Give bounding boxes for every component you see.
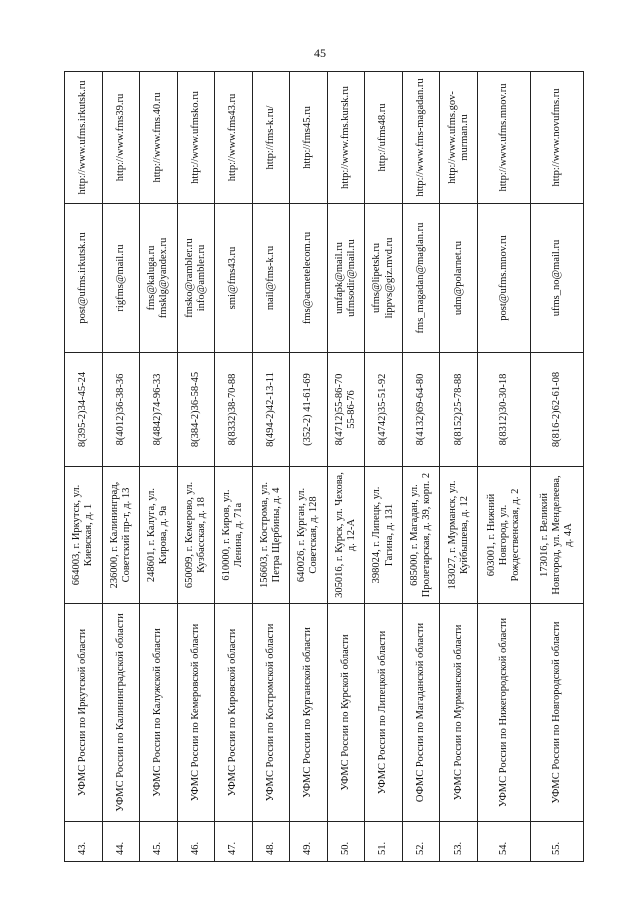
table-row [102,72,140,862]
rotated-table-frame [64,72,584,862]
office-phone: 8(816-2)62-61-08 [530,353,583,467]
office-address: 156603, г. Кострома, ул. Петра Щербины, д. 4 [252,467,290,604]
office-phone: 8(4012)36-38-36 [102,353,140,467]
row-number: 50. [327,822,365,862]
office-website: http://fms-k.ru/ [252,72,290,204]
office-email: ufms_no@mail.ru [530,204,583,353]
office-name: УФМС России по Кемеровской области [177,604,215,822]
table-row [252,72,290,862]
office-address: 248601, г. Калуга, ул. Кирова, д. 9а [140,467,178,604]
office-name: УФМС России по Костромской области [252,604,290,822]
table-row [477,72,530,862]
office-website: http://www.ufmsko.ru [177,72,215,204]
office-website: http://www.fms39.ru [102,72,140,204]
office-website: http://www.ufms.mnov.ru [477,72,530,204]
office-address: 305016, г. Курск, ул. Чехова, д. 12-А [327,467,365,604]
table-row [327,72,365,862]
office-name: УФМС России по Нижегородской области [477,604,530,822]
office-phone: 8(8152)25-78-88 [440,353,478,467]
office-email: smi@fms43.ru [215,204,253,353]
office-phone: 8(494-2)42-13-11 [252,353,290,467]
offices-table-container [64,72,584,862]
office-website: http://www.ufms.irkutsk.ru [65,72,103,204]
table-row [530,72,583,862]
table-row [440,72,478,862]
office-website: http://www.fms.40.ru [140,72,178,204]
office-name: УФМС России по Калужской области [140,604,178,822]
table-row [65,72,103,862]
office-name: УФМС России по Новгородской области [530,604,583,822]
row-number: 43. [65,822,103,862]
row-number: 47. [215,822,253,862]
office-phone: 8(4712)55-86-70 55-86-76 [327,353,365,467]
row-number: 48. [252,822,290,862]
office-email: fms@kaluga.ru fmsklg@yandex.ru [140,204,178,353]
offices-table [64,71,584,862]
table-body [65,72,584,862]
office-name: УФМС России по Калининградской области [102,604,140,822]
office-address: 173016, г. Великий Новгород, ул. Менделеева, д. 4А [530,467,583,604]
office-address: 650099, г. Кемерово, ул. Кузбасская, д. 18 [177,467,215,604]
office-website: http://www.ufms.gov-murman.ru [440,72,478,204]
office-name: УФМС России по Курской области [327,604,365,822]
office-email: post@ufms.irkutsk.ru [65,204,103,353]
office-address: 398024, г. Липецк, ул. Гагина, д. 131 [365,467,403,604]
office-name: УФМС России по Курганской области [290,604,328,822]
table-row [402,72,440,862]
office-email: fms_magadan@maglan.ru [402,204,440,353]
office-name: УФМС России по Иркутской области [65,604,103,822]
row-number: 55. [530,822,583,862]
office-email: post@ufms.mnov.ru [477,204,530,353]
office-name: ОФМС России по Магаданской области [402,604,440,822]
office-address: 640026, г. Курган, ул. Советская, д. 128 [290,467,328,604]
row-number: 45. [140,822,178,862]
office-phone: 8(384-2)36-58-45 [177,353,215,467]
office-address: 236000, г. Калининград, Советский пр-т, д. 13 [102,467,140,604]
row-number: 46. [177,822,215,862]
office-address: 664003, г. Иркутск, ул. Киевская, д. 1 [65,467,103,604]
office-address: 603001, г. Нижний Новгород, ул. Рождественская, д. 2 [477,467,530,604]
office-email: fms@acmetelecom.ru [290,204,328,353]
table-row [290,72,328,862]
office-name: УФМС России по Липецкой области [365,604,403,822]
office-phone: 8(8332)38-70-88 [215,353,253,467]
office-name: УФМС России по Мурманской области [440,604,478,822]
office-website: http://fms45.ru [290,72,328,204]
office-website: http://www.fms-magadan.ru [402,72,440,204]
row-number: 51. [365,822,403,862]
row-number: 49. [290,822,328,862]
office-email: mail@fms-k.ru [252,204,290,353]
office-phone: 8(8312)30-30-18 [477,353,530,467]
office-email: fmsko@rambler.ru info@ambler.ru [177,204,215,353]
office-address: 183027, г. Мурманск, ул. Куйбышева, д. 12 [440,467,478,604]
page-number: 45 [314,46,326,60]
row-number: 52. [402,822,440,862]
table-row [215,72,253,862]
office-email: udm@polarnet.ru [440,204,478,353]
office-email: rigfms@mail.ru [102,204,140,353]
office-email: umfapk@mail.ru ufmsodir@mail.ru [327,204,365,353]
office-phone: (352-2) 41-61-69 [290,353,328,467]
table-row [365,72,403,862]
row-number: 53. [440,822,478,862]
office-name: УФМС России по Кировской области [215,604,253,822]
row-number: 54. [477,822,530,862]
office-website: http://ufms48.ru [365,72,403,204]
table-row [177,72,215,862]
office-website: http://www.fms43.ru [215,72,253,204]
office-address: 685000, г. Магадан, ул. Пролетарская, д. 39, корп. 2 [402,467,440,604]
office-website: http://www.novufms.ru [530,72,583,204]
table-row [140,72,178,862]
office-address: 610000, г. Киров, ул. Ленина, д. 71а [215,467,253,604]
office-phone: 8(4842)74-96-33 [140,353,178,467]
office-phone: 8(395-2)34-45-24 [65,353,103,467]
row-number: 44. [102,822,140,862]
office-website: http://www.fms.kursk.ru [327,72,365,204]
office-phone: 8(4132)69-64-80 [402,353,440,467]
office-email: ufms@lipetsk.ru lippvs@giz.mvd.ru [365,204,403,353]
office-phone: 8(4742)35-51-92 [365,353,403,467]
